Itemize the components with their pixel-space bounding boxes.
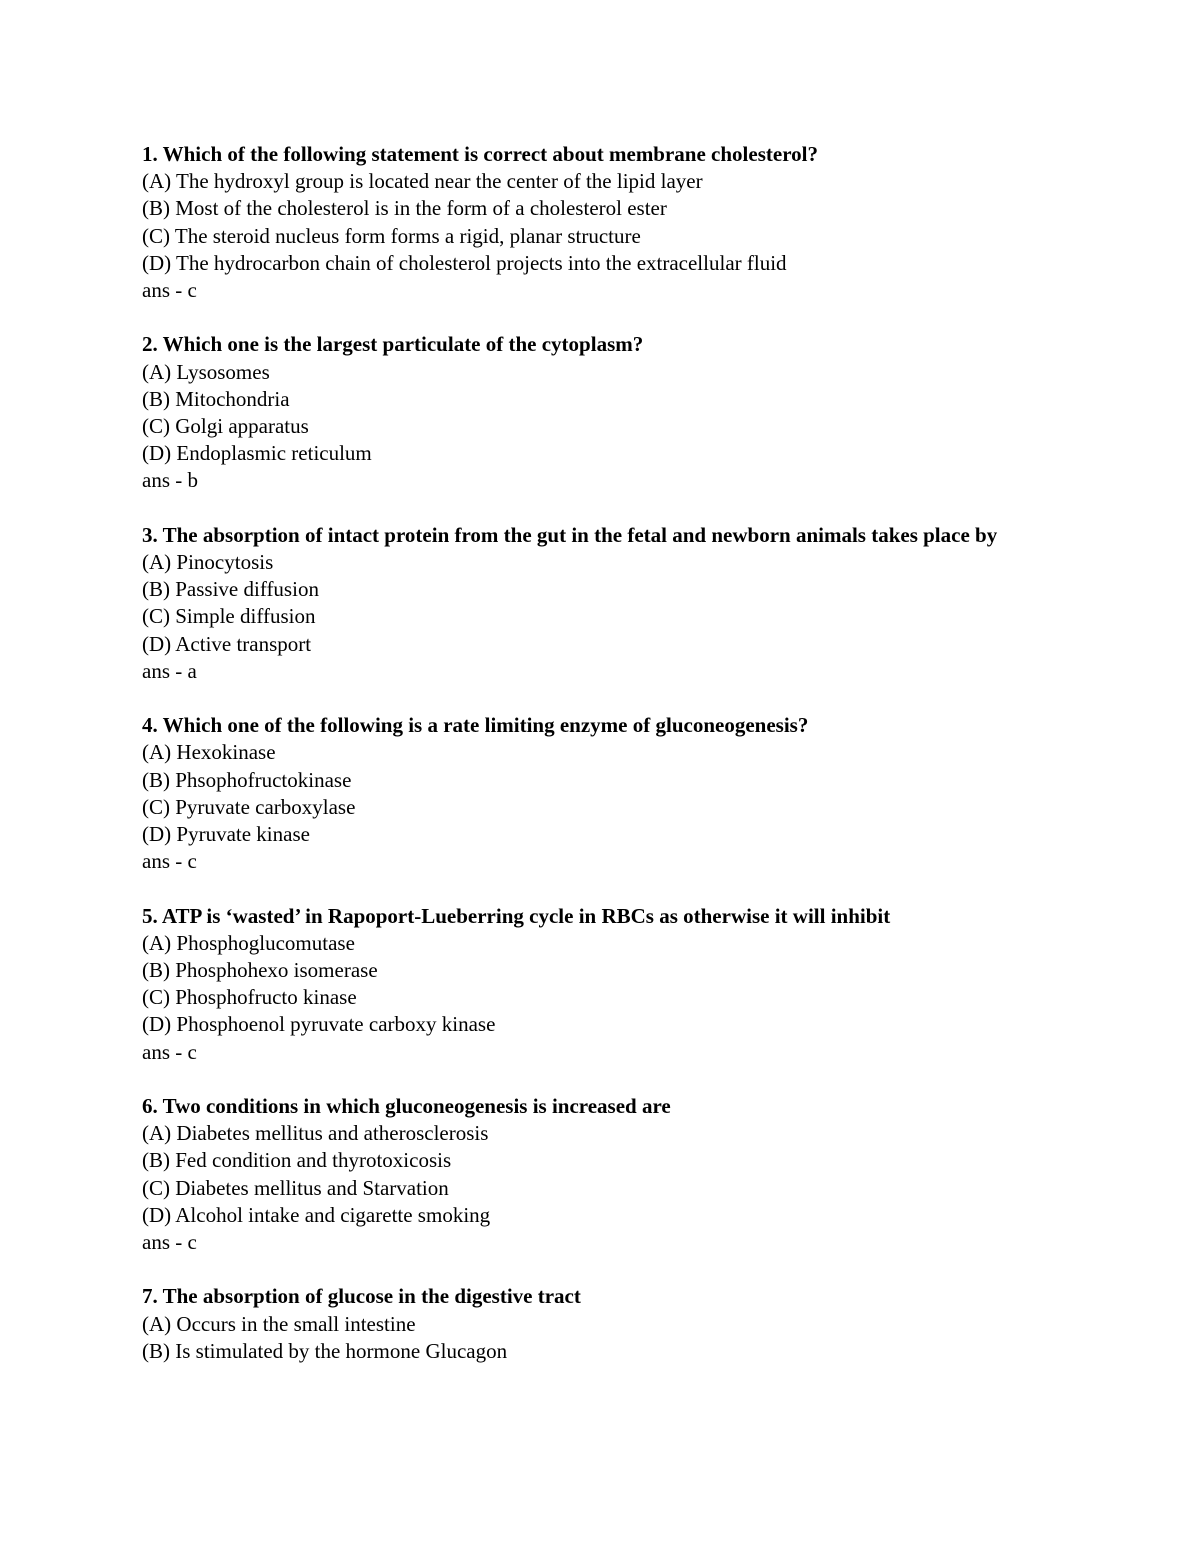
- answer-option: (B) Phosphohexo isomerase: [142, 958, 378, 983]
- answer-option: (C) Diabetes mellitus and Starvation: [142, 1175, 449, 1200]
- question-text: 7. The absorption of glucose in the digestive tract: [142, 1284, 581, 1309]
- question-block: [142, 903, 1062, 1066]
- answer-option: (B) Most of the cholesterol is in the form of a cholesterol ester: [142, 196, 667, 221]
- answer-option: (C) Pyruvate carboxylase: [142, 794, 356, 819]
- question-block: [142, 712, 1062, 875]
- answer-key: ans - c: [142, 278, 197, 303]
- answer-key: ans - c: [142, 849, 197, 874]
- answer-option: (B) Is stimulated by the hormone Glucagon: [142, 1338, 508, 1363]
- answer-option: (A) Pinocytosis: [142, 550, 274, 575]
- question-text: 1. Which of the following statement is correct about membrane cholesterol?: [142, 142, 818, 166]
- answer-option: (D) Alcohol intake and cigarette smoking: [142, 1202, 491, 1227]
- question-block: [142, 331, 1062, 494]
- question-list: [142, 141, 1062, 1392]
- answer-option: (D) Endoplasmic reticulum: [142, 441, 372, 466]
- answer-option: (D) The hydrocarbon chain of cholesterol projects into the extracellular fluid: [142, 250, 787, 275]
- question-text: 2. Which one is the largest particulate of the cytoplasm?: [142, 332, 644, 357]
- question-block: [142, 141, 1062, 304]
- answer-option: (A) Hexokinase: [142, 740, 276, 765]
- question-text: 6. Two conditions in which gluconeogenesis is increased are: [142, 1094, 671, 1119]
- question-text: 4. Which one of the following is a rate limiting enzyme of gluconeogenesis?: [142, 713, 809, 738]
- answer-option: (A) Occurs in the small intestine: [142, 1311, 416, 1336]
- question-text: 5. ATP is ‘wasted’ in Rapoport-Lueberring cycle in RBCs as otherwise it will inhibit: [142, 903, 891, 928]
- answer-key: ans - c: [142, 1230, 197, 1255]
- answer-option: (C) Phosphofructo kinase: [142, 985, 357, 1010]
- answer-option: (A) The hydroxyl group is located near the center of the lipid layer: [142, 169, 703, 194]
- answer-option: (C) Simple diffusion: [142, 604, 316, 629]
- answer-option: (D) Pyruvate kinase: [142, 822, 310, 847]
- question-block: [142, 1093, 1062, 1256]
- answer-key: ans - a: [142, 658, 197, 683]
- answer-option: (D) Phosphoenol pyruvate carboxy kinase: [142, 1012, 496, 1037]
- answer-option: (D) Active transport: [142, 631, 312, 656]
- answer-option: (B) Passive diffusion: [142, 577, 319, 602]
- answer-key: ans - b: [142, 468, 198, 493]
- question-block: [142, 1283, 1062, 1365]
- answer-option: (B) Phsophofructokinase: [142, 767, 352, 792]
- answer-option: (B) Mitochondria: [142, 386, 290, 411]
- question-text: 3. The absorption of intact protein from the gut in the fetal and newborn animals takes place by: [142, 522, 998, 547]
- answer-option: (C) Golgi apparatus: [142, 414, 309, 439]
- answer-option: (A) Lysosomes: [142, 359, 270, 384]
- question-block: [142, 522, 1062, 685]
- answer-option: (A) Phosphoglucomutase: [142, 930, 355, 955]
- answer-option: (B) Fed condition and thyrotoxicosis: [142, 1148, 452, 1173]
- answer-option: (C) The steroid nucleus form forms a rigid, planar structure: [142, 223, 641, 248]
- answer-key: ans - c: [142, 1039, 197, 1064]
- answer-option: (A) Diabetes mellitus and atherosclerosis: [142, 1121, 489, 1146]
